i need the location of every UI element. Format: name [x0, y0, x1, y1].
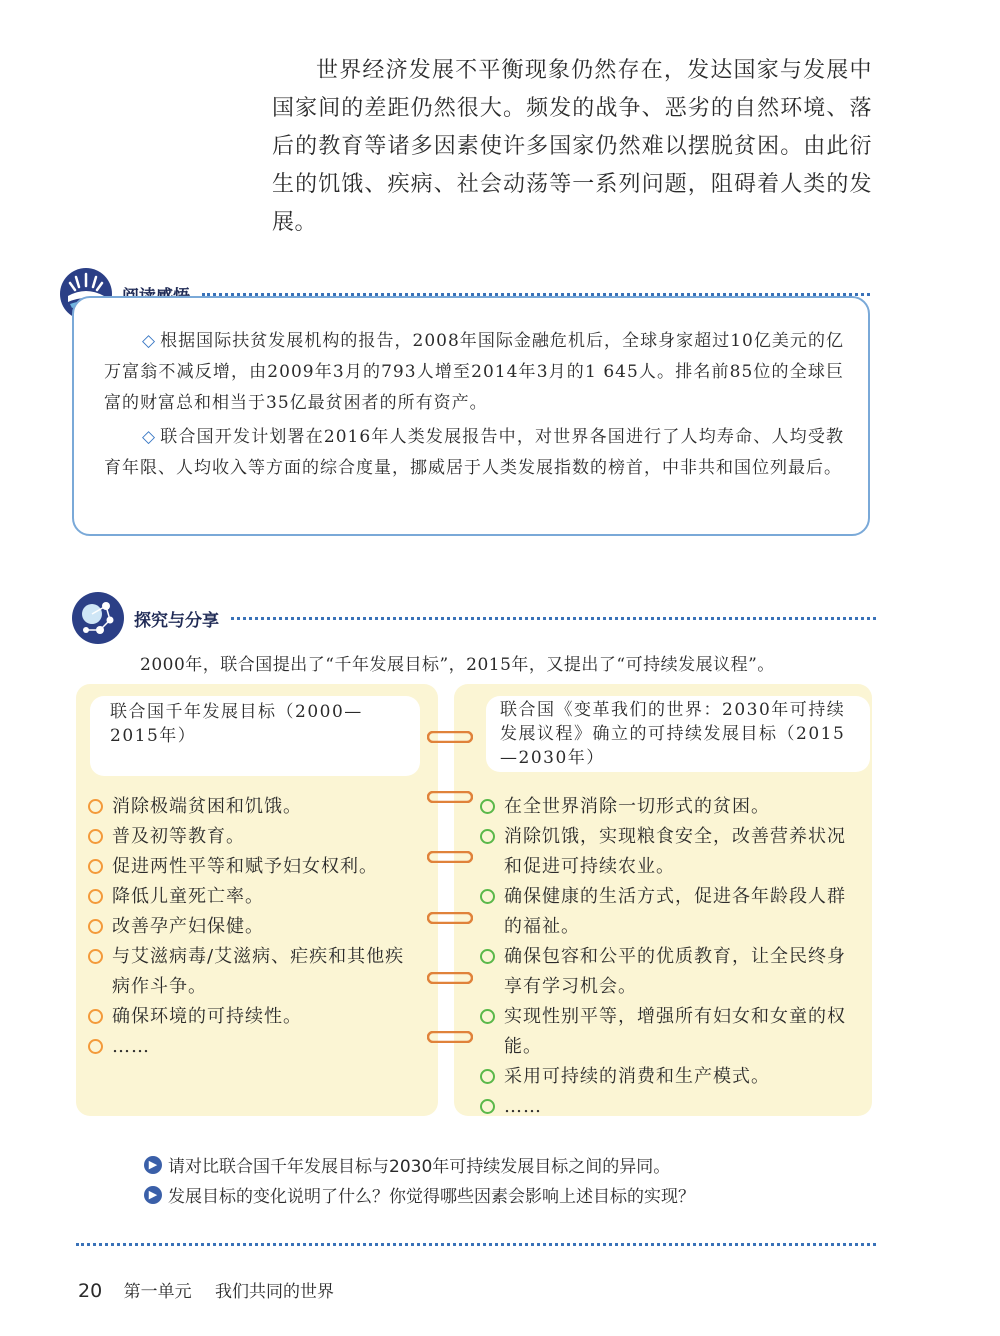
explore-title: 探究与分享: [134, 610, 219, 631]
orange-ring-bullet-icon: [88, 949, 103, 964]
reading-paragraph-2-text: 联合国开发计划署在2016年人类发展报告中，对世界各国进行了人均寿命、人均受教育年限、人均收入等方面的综合度量，挪威居于人类发展指数的榜首，中非共和国位列最后。: [104, 427, 844, 478]
list-item-text: 普及初等教育。: [112, 826, 245, 847]
reading-paragraph-1: [104, 326, 844, 419]
list-item-text: 促进两性平等和赋予妇女权利。: [112, 856, 378, 877]
question-2: [144, 1182, 884, 1207]
question-1: [144, 1152, 884, 1177]
ring-binder-icon: [427, 731, 473, 743]
list-item: [88, 792, 418, 822]
list-item-text: 与艾滋病毒/艾滋病、疟疾和其他疾病作斗争。: [112, 946, 405, 997]
page-footer: [78, 1277, 334, 1302]
green-ring-bullet-icon: [480, 829, 495, 844]
question-arrow-icon: ▶: [144, 1186, 162, 1204]
orange-ring-bullet-icon: [88, 919, 103, 934]
orange-ring-bullet-icon: [88, 889, 103, 904]
reading-paragraph-2: [104, 422, 844, 484]
list-item: [480, 942, 864, 1002]
question-2-text: 发展目标的变化说明了什么？你觉得哪些因素会影响上述目标的实现？: [168, 1187, 695, 1207]
green-ring-bullet-icon: [480, 799, 495, 814]
ring-binder-icon: [427, 1031, 473, 1043]
orange-ring-bullet-icon: [88, 1009, 103, 1024]
list-item: [88, 882, 418, 912]
explore-intro: 2000年，联合国提出了“千年发展目标”，2015年，又提出了“可持续发展议程”。: [140, 655, 775, 675]
unit-label: 第一单元: [123, 1282, 192, 1302]
explore-icon: [70, 590, 126, 646]
sdg-heading: 联合国《变革我们的世界：2030年可持续发展议程》确立的可持续发展目标（2015—2030年）: [486, 696, 870, 772]
list-item: [480, 882, 864, 942]
list-item-text: 确保健康的生活方式，促进各年龄段人群的福祉。: [504, 886, 846, 937]
list-item-text: 采用可持续的消费和生产模式。: [504, 1066, 770, 1087]
intro-paragraph: 世界经济发展不平衡现象仍然存在，发达国家与发展中国家间的差距仍然很大。频发的战争、恶劣的自然环境、落后的教育等诸多因素使许多国家仍然难以摆脱贫困。由此衍生的饥饿、疾病、社会动荡等一系列问题，阻碍着人类的发展。: [272, 58, 872, 235]
explore-divider: [231, 617, 876, 620]
list-item-text: 改善孕产妇保健。: [112, 916, 264, 937]
orange-ring-bullet-icon: [88, 799, 103, 814]
diamond-bullet-icon: ◇: [142, 427, 157, 447]
list-item-text: ……: [504, 1096, 542, 1117]
green-ring-bullet-icon: [480, 889, 495, 904]
green-ring-bullet-icon: [480, 1099, 495, 1114]
mdg-heading: 联合国千年发展目标（2000—2015年）: [90, 696, 420, 776]
page-number: 20: [78, 1280, 103, 1302]
list-item-text: ……: [112, 1036, 150, 1057]
ring-binder-icon: [427, 851, 473, 863]
orange-ring-bullet-icon: [88, 859, 103, 874]
green-ring-bullet-icon: [480, 949, 495, 964]
reading-paragraph-1-text: 根据国际扶贫发展机构的报告，2008年国际金融危机后，全球身家超过10亿美元的亿万富翁不减反增，由2009年3月的793人增至2014年3月的1 645人。排名前85位的全球巨富的财富总和相当于35亿最贫困者的所有资产。: [104, 331, 844, 413]
green-ring-bullet-icon: [480, 1069, 495, 1084]
list-item: [88, 942, 418, 1002]
list-item: [480, 1062, 864, 1092]
list-item-text: 消除饥饿，实现粮食安全，改善营养状况和促进可持续农业。: [504, 826, 846, 877]
unit-title: 我们共同的世界: [215, 1282, 334, 1302]
list-item: [88, 852, 418, 882]
list-item: [480, 1002, 864, 1062]
list-item-text: 实现性别平等，增强所有妇女和女童的权能。: [504, 1006, 846, 1057]
orange-ring-bullet-icon: [88, 829, 103, 844]
list-item-text: 消除极端贫困和饥饿。: [112, 796, 302, 817]
list-item: [88, 1002, 418, 1032]
explore-section-header: [70, 590, 876, 646]
list-item-text: 在全世界消除一切形式的贫困。: [504, 796, 770, 817]
list-item-text: 降低儿童死亡率。: [112, 886, 264, 907]
list-item: [88, 1032, 418, 1062]
diamond-bullet-icon: ◇: [142, 331, 157, 351]
ring-binder-icon: [427, 912, 473, 924]
list-item: [480, 822, 864, 882]
footer-divider: [76, 1243, 876, 1246]
ring-binder-icon: [427, 972, 473, 984]
ring-binder-icon: [427, 791, 473, 803]
question-1-text: 请对比联合国千年发展目标与2030年可持续发展目标之间的异同。: [168, 1157, 671, 1177]
list-item: [88, 822, 418, 852]
orange-ring-bullet-icon: [88, 1039, 103, 1054]
list-item: [480, 1092, 864, 1122]
sdg-list: [480, 792, 864, 1122]
list-item-text: 确保环境的可持续性。: [112, 1006, 302, 1027]
list-item: [480, 792, 864, 822]
mdg-list: [88, 792, 418, 1062]
question-arrow-icon: ▶: [144, 1156, 162, 1174]
green-ring-bullet-icon: [480, 1009, 495, 1024]
list-item: [88, 912, 418, 942]
list-item-text: 确保包容和公平的优质教育，让全民终身享有学习机会。: [504, 946, 846, 997]
